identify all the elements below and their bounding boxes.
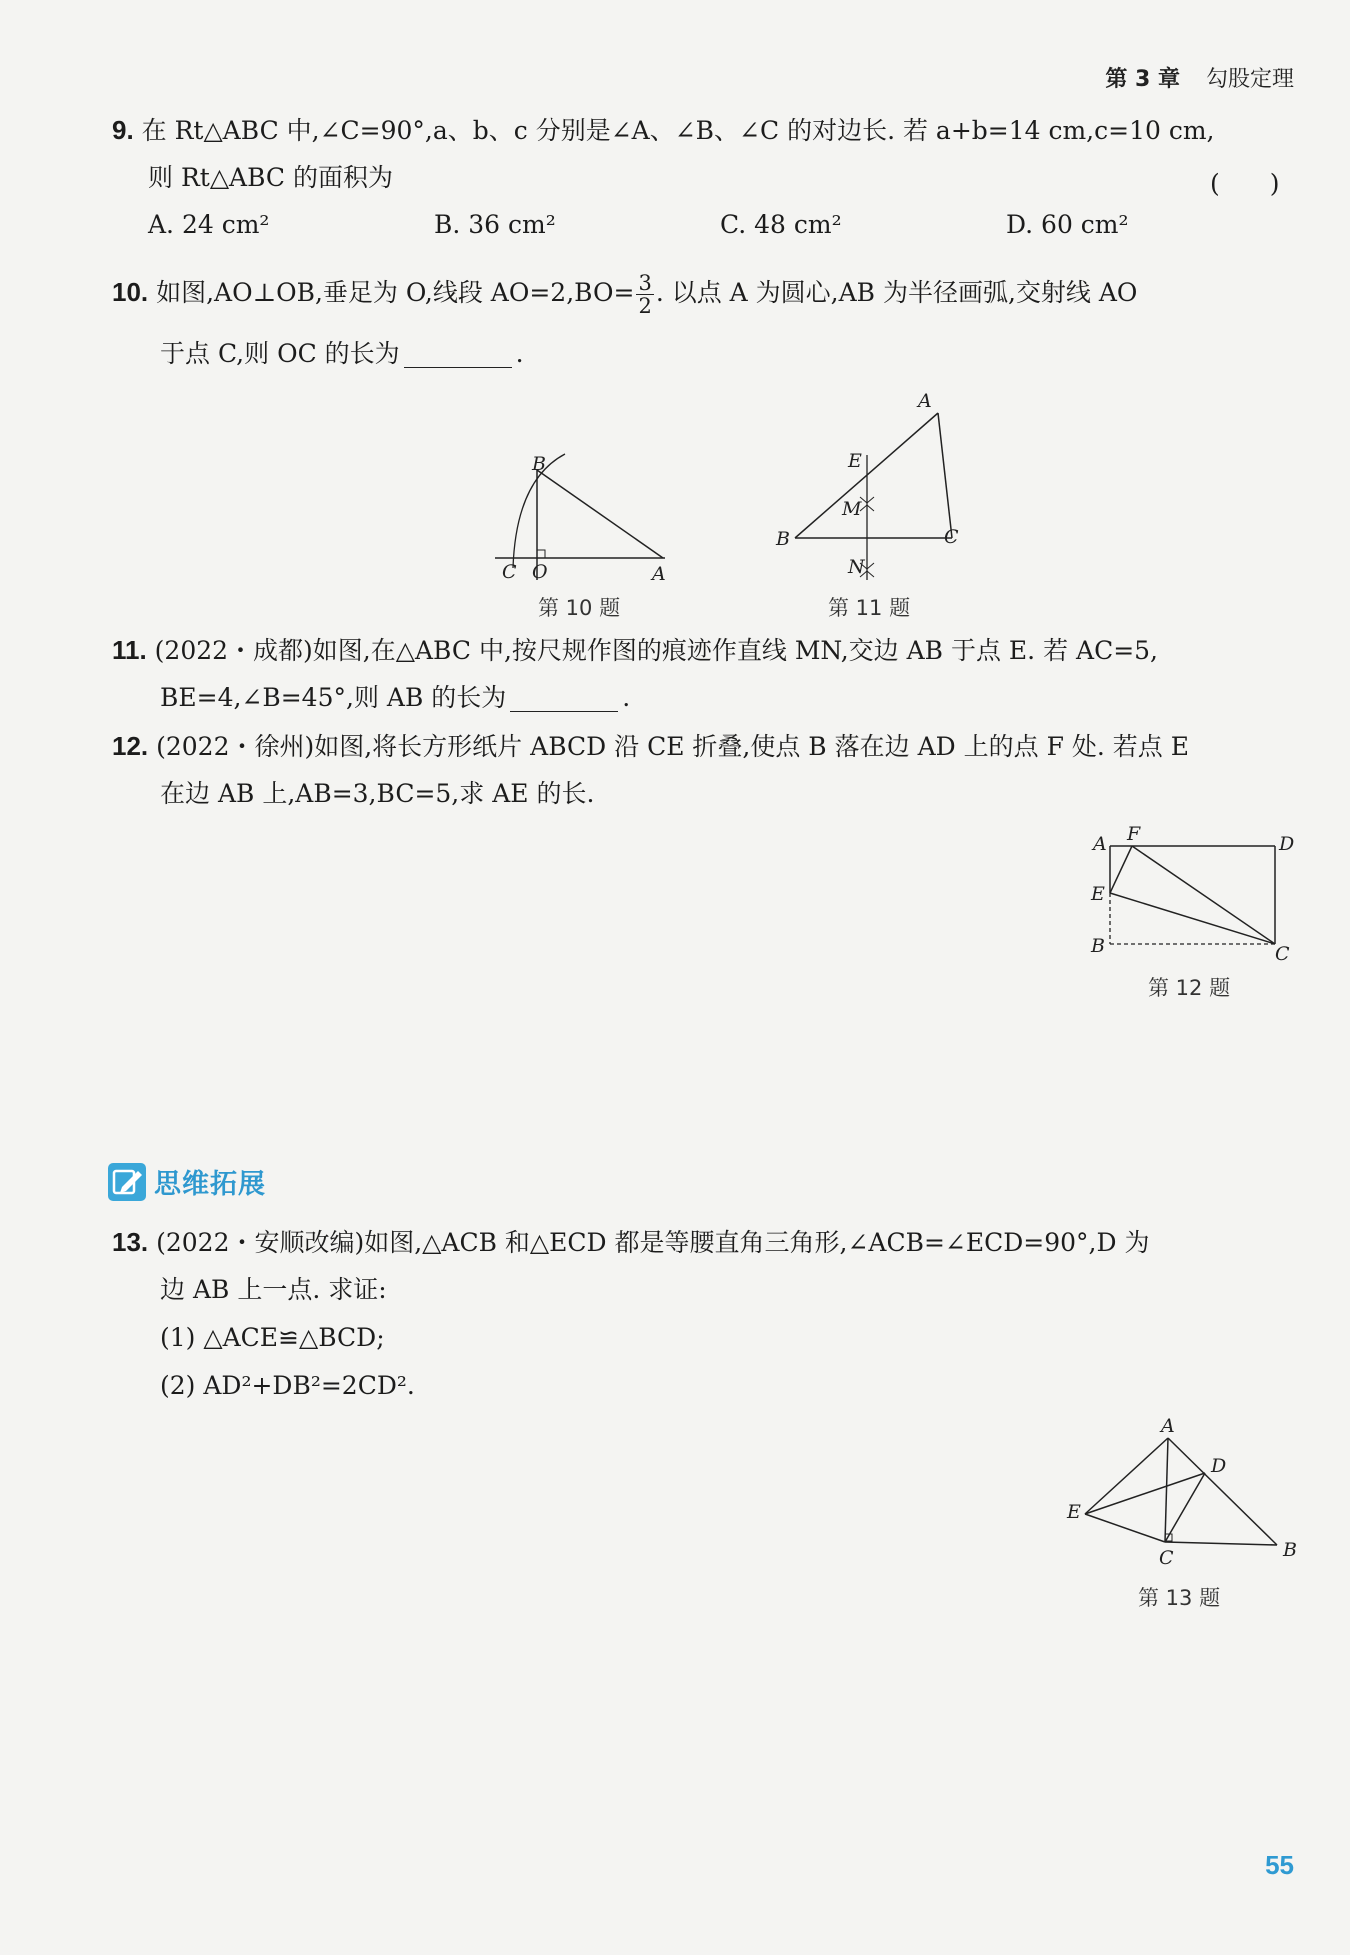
side-cd xyxy=(1165,1473,1205,1542)
question-10-line-2 xyxy=(160,330,524,378)
answer-parentheses: ( ) xyxy=(1210,169,1280,198)
question-9-line-2: 则 Rt△ABC 的面积为 xyxy=(148,163,394,192)
pencil-note-icon xyxy=(108,1163,146,1201)
side-ae xyxy=(1085,1438,1168,1514)
figure-10 xyxy=(480,440,680,590)
fraction-numerator: 3 xyxy=(638,271,652,295)
option-d: D. 60 cm² xyxy=(1006,210,1129,239)
label-e: E xyxy=(1091,883,1105,905)
label-d: D xyxy=(1211,1455,1227,1477)
question-text: (2022・安顺改编)如图,△ACB 和△ECD 都是等腰直角三角形,∠ACB=∠ECD=90°,D 为 xyxy=(156,1228,1150,1257)
question-text: (2022・徐州)如图,将长方形纸片 ABCD 沿 CE 折叠,使点 B 落在边 AD 上的点 F 处. 若点 E xyxy=(156,732,1189,761)
option-a: A. 24 cm² xyxy=(148,210,270,239)
question-11-line-1 xyxy=(112,626,1158,675)
side-ac xyxy=(1165,1438,1168,1542)
label-a: A xyxy=(918,390,932,412)
label-a: A xyxy=(1093,833,1107,855)
figure-10-caption: 第 10 题 xyxy=(538,596,621,620)
question-number: 13. xyxy=(112,1227,149,1257)
question-text: (2022・成都)如图,在△ABC 中,按尺规作图的痕迹作直线 MN,交边 AB 于点 E. 若 AC=5, xyxy=(154,636,1158,665)
label-n: N xyxy=(848,556,865,578)
label-e: E xyxy=(1067,1501,1081,1523)
segment-ef xyxy=(1110,846,1132,893)
answer-blank xyxy=(404,337,512,368)
figure-11-caption: 第 11 题 xyxy=(828,596,911,620)
label-c: C xyxy=(944,526,959,548)
period: . xyxy=(622,683,631,712)
section-title: 思维拓展 xyxy=(154,1169,266,1200)
figure-11 xyxy=(770,385,970,585)
label-o: O xyxy=(532,561,548,583)
label-f: F xyxy=(1127,823,1141,845)
question-text-cont: . 以点 A 为圆心,AB 为半径画弧,交射线 AO xyxy=(655,278,1138,307)
label-e: E xyxy=(848,450,862,472)
question-number: 11. xyxy=(112,635,147,665)
question-number: 10. xyxy=(112,277,149,307)
question-text: 于点 C,则 OC 的长为 xyxy=(160,339,400,368)
question-12-line-2: 在边 AB 上,AB=3,BC=5,求 AE 的长. xyxy=(160,779,595,808)
option-c: C. 48 cm² xyxy=(720,210,842,239)
period: . xyxy=(515,339,524,368)
question-text: BE=4,∠B=45°,则 AB 的长为 xyxy=(160,683,507,712)
side-ec xyxy=(1085,1514,1165,1542)
question-text: 如图,AO⊥OB,垂足为 O,线段 AO=2,BO= xyxy=(156,278,635,307)
right-angle-mark xyxy=(537,550,545,558)
figure-13-caption: 第 13 题 xyxy=(1138,1586,1221,1610)
label-a: A xyxy=(652,563,666,585)
segment-fc xyxy=(1132,846,1275,944)
label-b: B xyxy=(1283,1539,1297,1561)
question-number: 12. xyxy=(112,731,149,761)
label-b: B xyxy=(1091,935,1105,957)
running-header xyxy=(1105,62,1294,93)
option-b: B. 36 cm² xyxy=(434,210,556,239)
question-text: 在 Rt△ABC 中,∠C=90°,a、b、c 分别是∠A、∠B、∠C 的对边长. 若 a+b=14 cm,c=10 cm, xyxy=(141,116,1215,145)
label-b: B xyxy=(532,453,546,475)
label-b: B xyxy=(776,528,790,550)
segment-ab xyxy=(537,470,663,558)
page-number: 55 xyxy=(1265,1850,1294,1880)
question-number: 9. xyxy=(112,115,134,145)
crease-ec xyxy=(1110,893,1275,944)
answer-blank xyxy=(510,681,618,712)
label-c: C xyxy=(1159,1547,1174,1569)
question-11-line-2 xyxy=(160,674,630,722)
fraction xyxy=(636,272,653,317)
label-m: M xyxy=(842,498,862,520)
side-ac xyxy=(938,413,952,538)
side-ed xyxy=(1085,1473,1205,1514)
question-13-part-2: (2) AD²+DB²=2CD². xyxy=(160,1371,415,1400)
question-9-line-1 xyxy=(112,106,1215,155)
figure-13 xyxy=(1065,1410,1315,1575)
label-c: C xyxy=(502,561,517,583)
question-10-line-1 xyxy=(112,268,1137,317)
label-a: A xyxy=(1161,1415,1175,1437)
question-13-line-2: 边 AB 上一点. 求证: xyxy=(160,1275,387,1304)
side-cb xyxy=(1165,1542,1277,1545)
label-d: D xyxy=(1279,833,1295,855)
chapter-number: 第 3 章 xyxy=(1105,67,1180,92)
question-12-line-1 xyxy=(112,722,1189,771)
question-13-line-1 xyxy=(112,1218,1149,1267)
fraction-denominator: 2 xyxy=(638,294,652,318)
label-c: C xyxy=(1275,943,1290,965)
figure-12-caption: 第 12 题 xyxy=(1148,976,1231,1000)
section-header xyxy=(108,1162,266,1201)
chapter-title: 勾股定理 xyxy=(1205,67,1294,92)
question-13-part-1: (1) △ACE≌△BCD; xyxy=(160,1323,385,1352)
figure-12 xyxy=(1085,820,1305,970)
